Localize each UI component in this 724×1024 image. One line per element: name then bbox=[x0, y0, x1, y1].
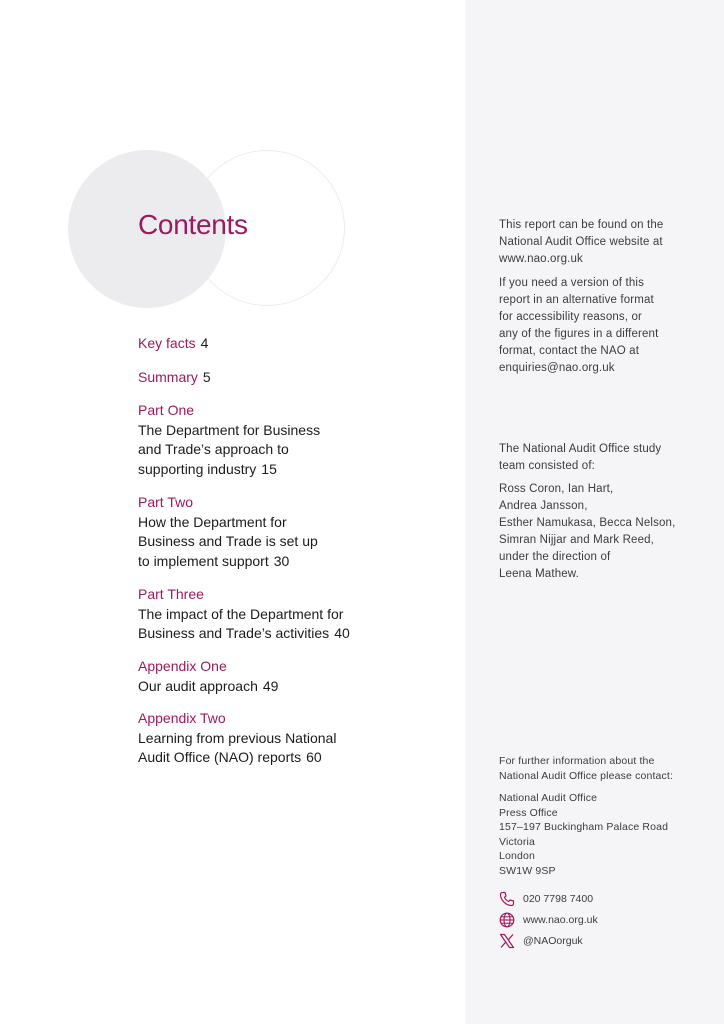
postal-address: National Audit Office Press Office 157–197 Buckingham Palace Road Victoria London SW1W 9SP bbox=[499, 792, 669, 877]
enquiries-email-link[interactable]: enquiries@nao.org.uk bbox=[499, 362, 615, 374]
x-contact[interactable] bbox=[499, 931, 583, 951]
website-link[interactable]: www.nao.org.uk bbox=[499, 253, 583, 265]
x-handle: @NAOorguk bbox=[523, 935, 583, 947]
toc-description-line: Learning from previous National bbox=[138, 729, 337, 746]
toc-page-number: 60 bbox=[306, 749, 322, 765]
toc-description-line: The impact of the Department for bbox=[138, 605, 344, 622]
page-title: Contents bbox=[138, 209, 248, 240]
website-note: This report can be found on the National Audit Office website at www.nao.org.uk bbox=[499, 217, 709, 268]
globe-icon bbox=[499, 912, 515, 928]
toc-heading: Key facts bbox=[138, 335, 196, 351]
website-url: www.nao.org.uk bbox=[523, 914, 598, 926]
toc-description-line: to implement support 30 bbox=[138, 552, 290, 569]
toc-entry[interactable] bbox=[138, 585, 458, 644]
x-logo-icon bbox=[499, 933, 515, 949]
toc-description-line: and Trade’s approach to bbox=[138, 441, 289, 457]
toc-description-line: Audit Office (NAO) reports 60 bbox=[138, 749, 322, 765]
toc-entry[interactable] bbox=[138, 709, 458, 768]
phone-contact[interactable] bbox=[499, 889, 593, 909]
team-intro: The National Audit Office study team consisted of: bbox=[499, 443, 662, 472]
toc-description-line: The Department for Business bbox=[138, 421, 321, 438]
website-contact[interactable] bbox=[499, 910, 598, 930]
toc-entry[interactable] bbox=[138, 368, 458, 388]
toc-entry[interactable] bbox=[138, 334, 458, 354]
toc-heading: Appendix One bbox=[138, 658, 227, 674]
team-members: Ross Coron, Ian Hart, Andrea Jansson, Esther Namukasa, Becca Nelson, Simran Nijjar and Mark Reed, under the direction of Leena Mathew. bbox=[499, 483, 676, 580]
toc-page-number: 49 bbox=[262, 677, 279, 694]
toc-description-line: Business and Trade’s activities 40 bbox=[138, 625, 350, 641]
toc-entry[interactable] bbox=[138, 493, 458, 571]
toc-heading: Part Two bbox=[138, 494, 193, 510]
toc-heading: Appendix Two bbox=[138, 710, 226, 726]
alt-format-note: If you need a version of this report in an alternative format for accessibility reasons, or any of the figures in a different format, contact the NAO at enquiries@nao.org.uk bbox=[499, 275, 709, 377]
toc-page-number: 5 bbox=[202, 369, 211, 385]
toc-entry[interactable] bbox=[138, 657, 458, 696]
toc-description-line: Business and Trade is set up bbox=[138, 533, 318, 549]
toc-page-number: 4 bbox=[200, 335, 209, 351]
toc-description-line: Our audit approach 49 bbox=[138, 677, 279, 694]
toc-heading: Summary bbox=[138, 369, 198, 385]
phone-icon bbox=[499, 891, 515, 907]
phone-number: 020 7798 7400 bbox=[523, 893, 594, 905]
toc-page-number: 30 bbox=[273, 552, 290, 569]
toc-description-line: supporting industry 15 bbox=[138, 460, 277, 477]
toc-page-number: 40 bbox=[334, 625, 350, 641]
toc-heading: Part One bbox=[138, 402, 195, 418]
toc-entry[interactable] bbox=[138, 401, 458, 479]
toc-page-number: 15 bbox=[261, 460, 277, 477]
toc-description-line: How the Department for bbox=[138, 513, 287, 530]
further-info-note: For further information about the National Audit Office please contact: bbox=[499, 755, 674, 782]
toc-heading: Part Three bbox=[138, 586, 204, 602]
